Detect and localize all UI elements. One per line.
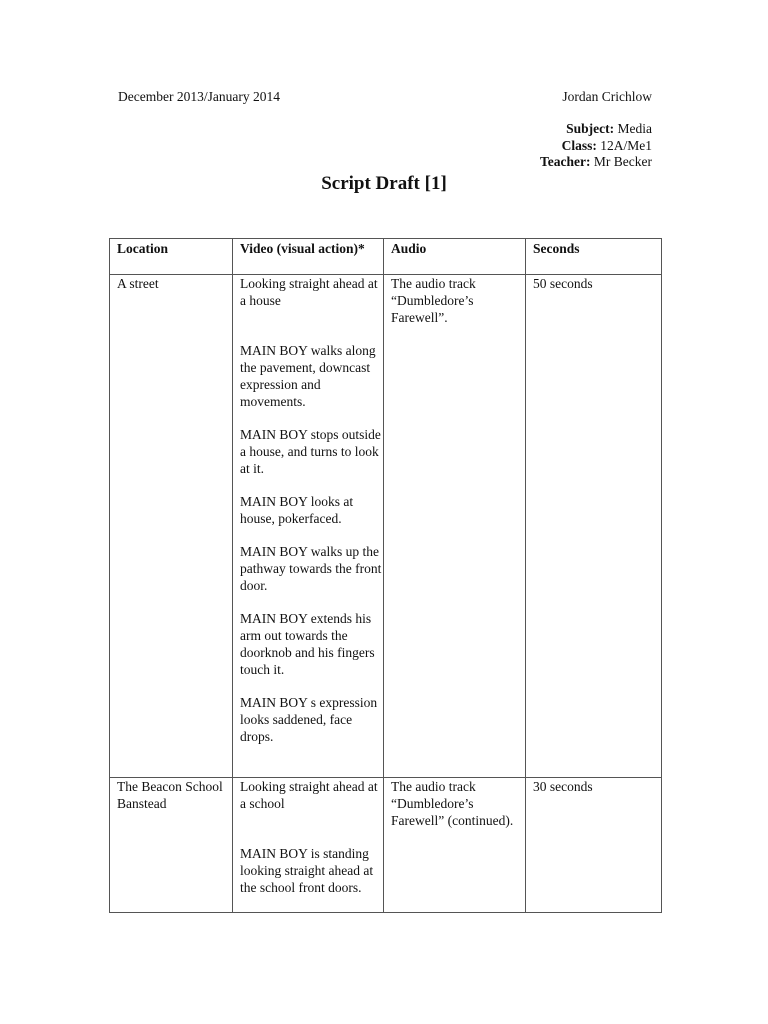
column-header-video: Video (visual action)* [233, 239, 384, 275]
audio-cell: The audio track “Dumbledore’s Farewell”. [384, 275, 526, 778]
page-title: Script Draft [1] [321, 173, 447, 194]
teacher-label: Teacher: [540, 154, 591, 169]
column-header-location: Location [110, 239, 233, 275]
video-paragraph: MAIN BOY walks up the pathway towards the front door. [240, 544, 382, 593]
teacher-line [540, 154, 652, 171]
document-date: December 2013/January 2014 [118, 89, 280, 104]
script-table [109, 238, 662, 913]
author-name: Jordan Crichlow [562, 89, 652, 104]
table-row [110, 275, 662, 778]
video-paragraph: MAIN BOY is standing looking straight ahead at the school front doors. [240, 846, 374, 895]
audio-cell: The audio track “Dumbledore’s Farewell” (continued). [384, 778, 526, 913]
video-paragraph: MAIN BOY walks along the pavement, downcast expression and movements. [240, 343, 376, 409]
table-row [110, 778, 662, 913]
class-line [540, 138, 652, 155]
document-meta [540, 121, 652, 171]
class-value: 12A/Me1 [600, 137, 652, 153]
video-paragraph: MAIN BOY s expression looks saddened, face drops. [240, 695, 378, 744]
video-cell [233, 275, 384, 778]
teacher-value: Mr Becker [593, 154, 652, 169]
video-cell [233, 778, 384, 913]
column-header-audio: Audio [384, 239, 526, 275]
video-paragraph: Looking straight ahead at a school [240, 779, 378, 811]
subject-label: Subject: [566, 121, 615, 136]
column-header-seconds: Seconds [526, 239, 662, 275]
video-paragraph: MAIN BOY stops outside a house, and turns to look at it. [240, 427, 381, 476]
video-paragraph: MAIN BOY extends his arm out towards the doorknob and his fingers touch it. [240, 611, 375, 677]
class-label: Class: [561, 137, 597, 153]
video-paragraph: Looking straight ahead at a house [240, 276, 378, 308]
table-header-row [110, 239, 662, 275]
subject-value: Media [617, 121, 652, 136]
video-paragraph: MAIN BOY looks at house, pokerfaced. [240, 494, 354, 526]
location-cell: A street [110, 275, 233, 778]
subject-line [540, 121, 652, 138]
location-cell: The Beacon School Banstead [110, 778, 233, 913]
seconds-cell: 30 seconds [526, 778, 662, 913]
seconds-cell: 50 seconds [526, 275, 662, 778]
